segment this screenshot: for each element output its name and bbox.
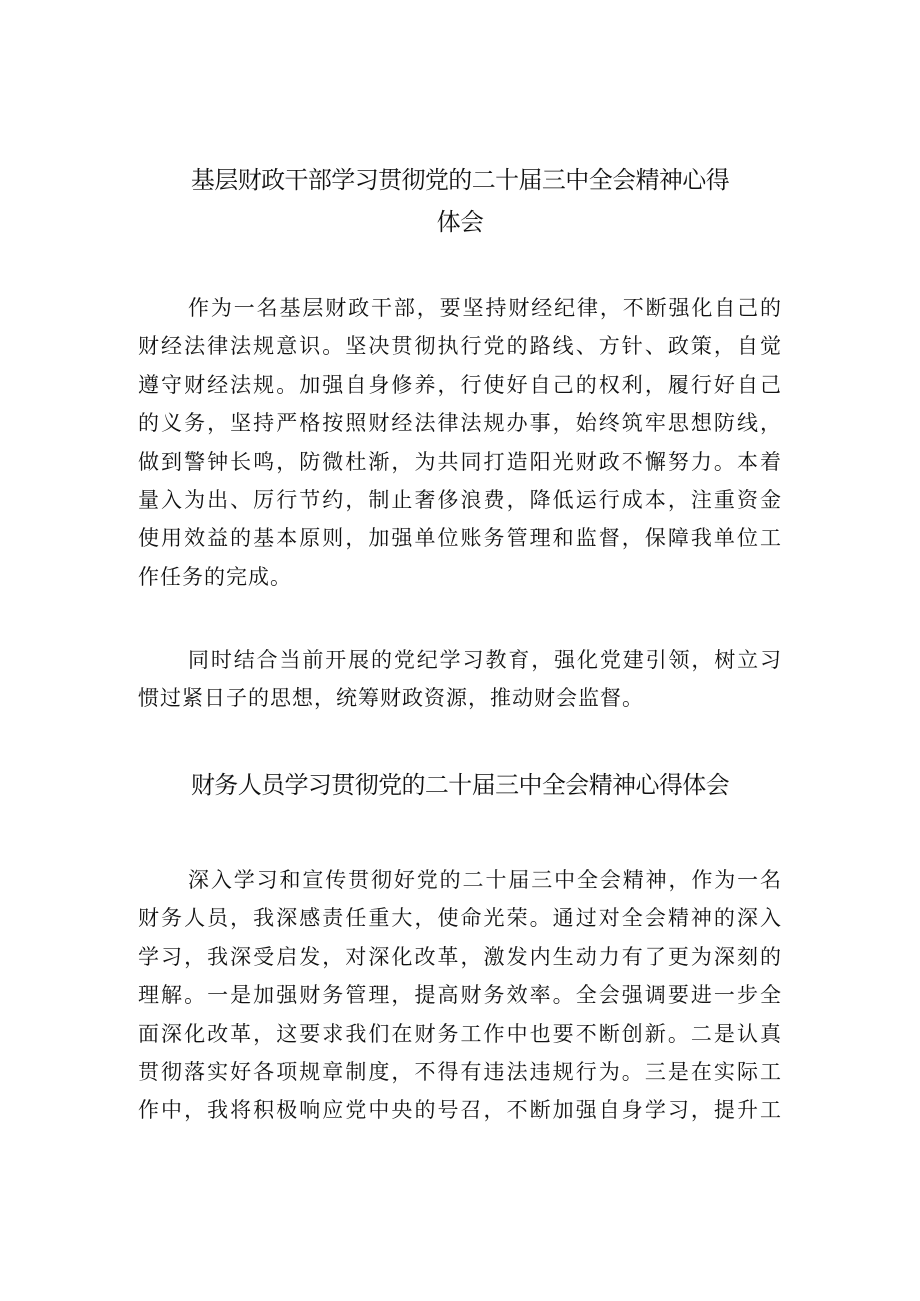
section2-title: 财务人员学习贯彻党的二十届三中全会精神心得体会 — [190, 771, 730, 799]
text-line: 财务人员，我深感责任重大，使命光荣。通过对全会精神的深入 — [138, 906, 782, 931]
text-line: 作中，我将积极响应党中央的号召，不断加强自身学习，提升工 — [138, 1098, 782, 1123]
text-line: 作为一名基层财政干部，要坚持财经纪律，不断强化自己的 — [188, 296, 782, 320]
text-line: 作任务的完成。 — [138, 564, 292, 589]
section1-title-line2: 体会 — [436, 208, 484, 236]
text-line: 遵守财经法规。加强自身修养，行使好自己的权利，履行好自己 — [138, 372, 782, 397]
text-line: 惯过紧日子的思想，统筹财政资源，推动财会监督。 — [138, 686, 644, 711]
text-line: 面深化改革，这要求我们在财务工作中也要不断创新。二是认真 — [138, 1021, 782, 1046]
text-line: 深入学习和宣传贯彻好党的二十届三中全会精神，作为一名 — [188, 868, 782, 892]
text-line: 量入为出、厉行节约，制止奢侈浪费，降低运行成本，注重资金 — [138, 487, 782, 512]
text-line: 学习，我深受启发，对深化改革，激发内生动力有了更为深刻的 — [138, 944, 782, 969]
section2-paragraph1 — [138, 861, 782, 1130]
section1-title-line1: 基层财政干部学习贯彻党的二十届三中全会精神心得 — [190, 166, 730, 194]
text-line: 使用效益的基本原则，加强单位账务管理和监督，保障我单位工 — [138, 526, 782, 551]
section1-paragraph2 — [138, 641, 782, 718]
text-line: 同时结合当前开展的党纪学习教育，强化党建引领，树立习 — [188, 648, 782, 672]
text-line: 财经法律法规意识。坚决贯彻执行党的路线、方针、政策，自觉 — [138, 334, 782, 359]
text-line: 的义务，坚持严格按照财经法律法规办事，始终筑牢思想防线， — [138, 411, 782, 436]
section1-paragraph1 — [138, 289, 782, 596]
text-line: 做到警钟长鸣，防微杜渐，为共同打造阳光财政不懈努力。本着 — [138, 449, 782, 474]
text-line: 贯彻落实好各项规章制度，不得有违法违规行为。三是在实际工 — [138, 1059, 782, 1084]
text-line: 理解。一是加强财务管理，提高财务效率。全会强调要进一步全 — [138, 983, 782, 1008]
